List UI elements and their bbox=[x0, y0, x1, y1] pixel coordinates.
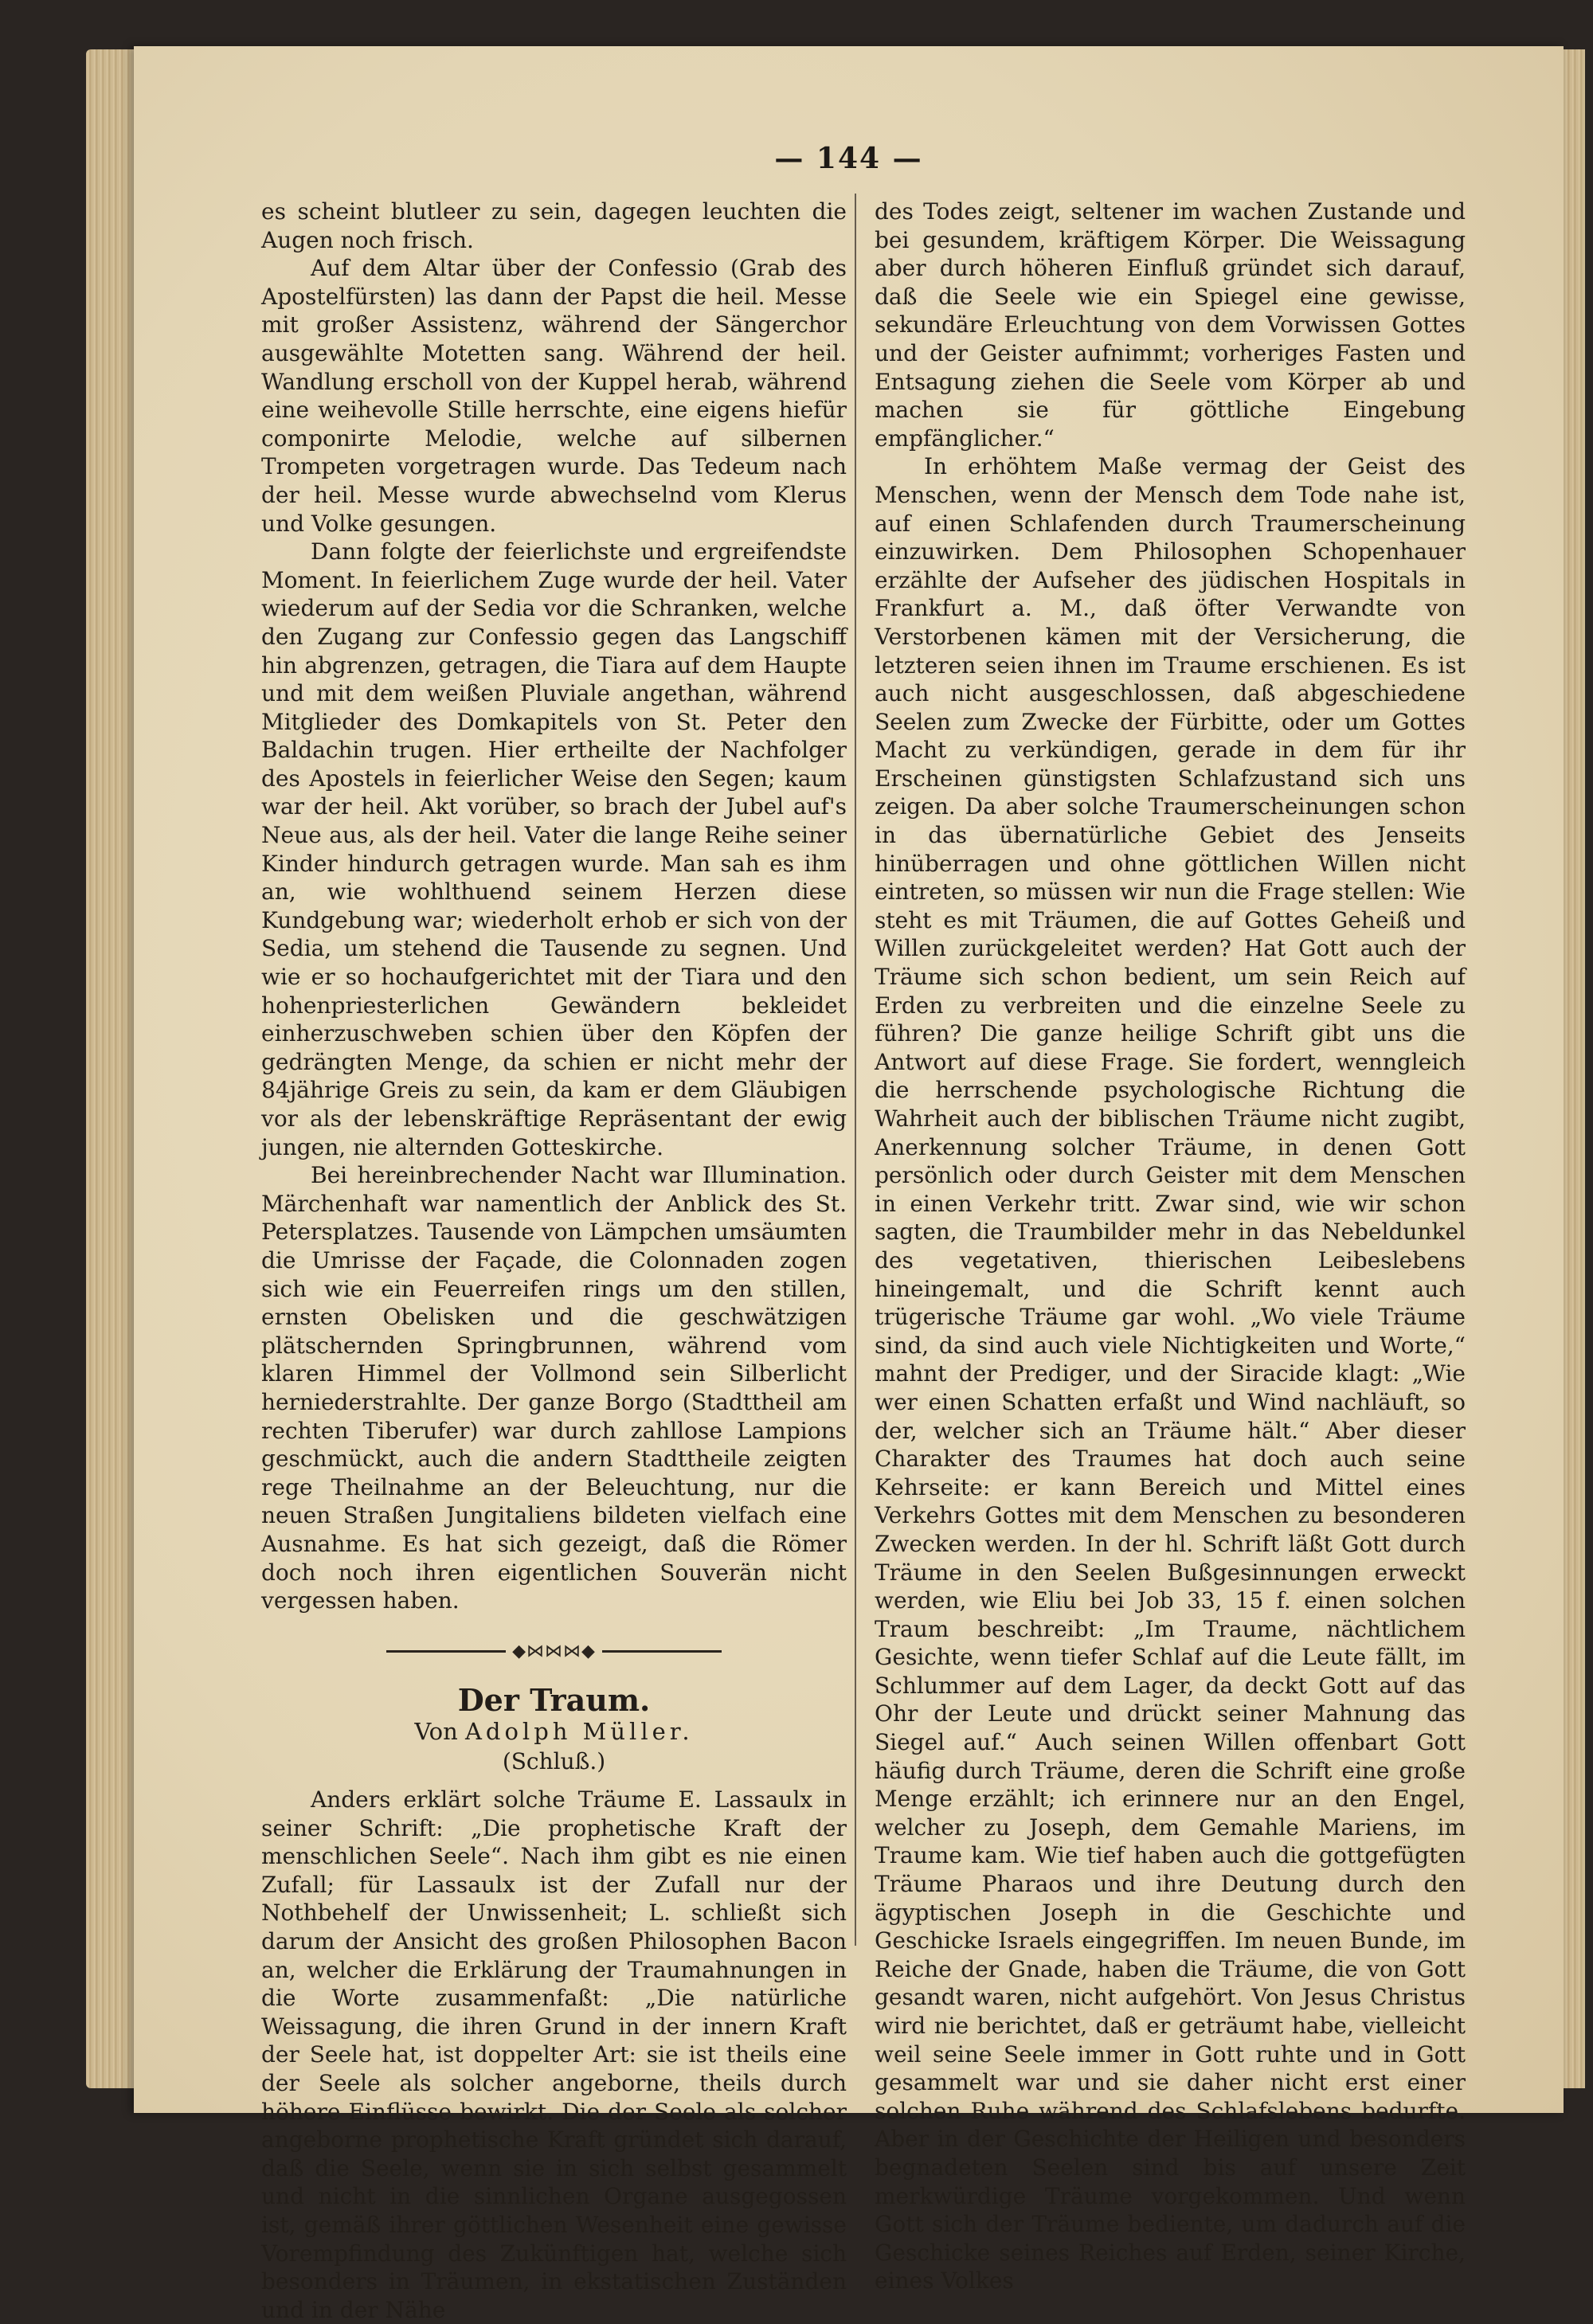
paragraph: es scheint blutleer zu sein, dagegen leuchten die Augen noch frisch. bbox=[261, 198, 847, 253]
section-divider-ornament bbox=[261, 1637, 847, 1666]
byline-prefix: Von bbox=[414, 1717, 458, 1745]
divider-line-left bbox=[386, 1650, 506, 1653]
paragraph: Anders erklärt solche Träume E. Lassaulx in seiner Schrift: „Die prophetische Kraft der menschlichen Seele“. Nach ihm gibt es nie einen Zufall; für Lassaulx ist der Zufall nur der Nothbehelf der Unwissenheit; L. schließt sich darum der Ansicht des großen Philosophen Bacon an, welcher die Erklärung der Traumahnungen in die Worte zusammenfaßt: „Die natürliche Weissagung, die ihren Grund in der innern Kraft der Seele hat, ist doppelter Art: sie ist theils eine der Seele als solcher angeborne, theils durch höhere Einflüsse bewirkt. Die der Seele als solcher angeborne prophetische Kraft gründet sich darauf, daß die Seele, wenn sie in sich selbst gesammelt und nicht in die sinnlichen Organe ausgegossen ist, gemäß ihrer göttlichen Wesenheit eine gewisse Vorempfindung des Zukünftigen hat, welche sich besonders in Träumen, in ekstatischen Zuständen und in der Nähe bbox=[261, 1786, 847, 2323]
right-column bbox=[875, 198, 1466, 2295]
paragraph: Bei hereinbrechender Nacht war Illumination. Märchenhaft war namentlich der Anblick des St. Petersplatzes. Tausende von Lämpchen umsäumten die Umrisse der Façade, die Colonnaden zogen sich wie ein Feuerreifen rings um den stillen, ernsten Obelisken und die geschwätzigen plätschernden Springbrunnen, während vom klaren Himmel der Vollmond sein Silberlicht herniederstrahlte. Der ganze Borgo (Stadttheil am rechten Tiberufer) war durch zahllose Lampions geschmückt, auch die andern Stadttheile zeigten rege Theilnahme an der Beleuchtung, nur die neuen Straßen Jungitaliens bildeten vielfach eine Ausnahme. Es hat sich gezeigt, daß die Römer doch noch ihren eigentlichen Souverän nicht vergessen haben. bbox=[261, 1162, 847, 1614]
paragraph: In erhöhtem Maße vermag der Geist des Menschen, wenn der Mensch dem Tode nahe ist, auf einen Schlafenden durch Traumerscheinung einzuwirken. Dem Philosophen Schopenhauer erzählte der Aufseher des jüdischen Hospitals in Frankfurt a. M., daß öfter Verwandte von Verstorbenen kämen mit der Versicherung, die letzteren seien ihnen im Traume erschienen. Es ist auch nicht ausgeschlossen, daß abgeschiedene Seelen zum Zwecke der Fürbitte, oder um Gottes Macht zu verkündigen, gerade in dem für ihr Erscheinen günstigsten Schlafzustand sich uns zeigen. Da aber solche Traumerscheinungen schon in das übernatürliche Gebiet des Jenseits hinüberragen und ohne göttlichen Willen nicht eintreten, so müssen wir nun die Frage stellen: Wie steht es mit Träumen, die auf Gottes Geheiß und Willen zurückgeleitet werden? Hat Gott auch der Träume sich schon bedient, um sein Reich auf Erden zu verbreiten und die einzelne Seele zu führen? Die ganze heilige Schrift gibt uns die Antwort auf diese Frage. Sie fordert, wenngleich die herrschende psychologische Richtung die Wahrheit auch der biblischen Träume nicht zugibt, Anerkennung solcher Träume, in denen Gott persönlich oder durch Geister mit dem Menschen in einen Verkehr tritt. Zwar sind, wie wir schon sagten, die Traumbilder mehr in das Nebeldunkel des vegetativen, thierischen Leibeslebens hineingemalt, und die Schrift kennt auch trügerische Träume gar wohl. „Wo viele Träume sind, da sind auch viele Nichtigkeiten und Worte,“ mahnt der Prediger, und der Siracide klagt: „Wie wer einen Schatten erfaßt und Wind nachläuft, so der, welcher sich an Träume hält.“ Aber dieser Charakter des Traumes hat doch auch seine Kehrseite: er kann Bereich und Mittel eines Verkehrs Gottes mit dem Menschen zu besonderen Zwecken werden. In der hl. Schrift läßt Gott durch Träume in den Seelen Bußgesinnungen erweckt werden, wie Eliu bei Job 33, 15 f. einen solchen Traum beschreibt: „Im Traume, nächtlichem Gesichte, wenn tiefer Schlaf auf die Leute fällt, im Schlummer auf dem Lager, da deckt Gott auf das Ohr der Leute und drückt seiner Mahnung das Siegel auf.“ Auch seinen Willen offenbart Gott häufig durch Träume, deren die Schrift eine große Menge erzählt; ich erinnere nur an den Engel, welcher zu Joseph, dem Gemahle Mariens, im Traume kam. Wie tief haben auch die gottgefügten Träume Pharaos und ihre Deutung durch den ägyptischen Joseph in die Geschichte und Geschicke Israels eingegriffen. Im neuen Bunde, im Reiche der Gnade, haben die Träume, die von Gott gesandt waren, nicht aufgehört. Von Jesus Christus wird nie berichtet, daß er geträumt habe, vielleicht weil seine Seele immer in Gott ruhte und in Gott gesammelt war und sie daher nicht erst einer solchen Ruhe während des Schlafslebens bedurfte. Aber in der Geschichte der Heiligen und besonders begnadeten Seelen sind bis auf unsere Zeit merkwürdige Träume vorgekommen. Und wenn Gott sich der Träume bediente, um dadurch auf die Geschicke seines Reiches auf Erden, seiner Kirche, eines Volkes bbox=[875, 453, 1466, 2295]
column-divider bbox=[855, 194, 856, 1946]
paragraph: Dann folgte der feierlichste und ergreifendste Moment. In feierlichem Zuge wurde der heil. Vater wiederum auf der Sedia vor die Schranken, welche den Zugang zur Confessio gegen das Langschiff hin abgrenzen, getragen, die Tiara auf dem Haupte und mit dem weißen Pluviale angethan, während Mitglieder des Domkapitels von St. Peter den Baldachin trugen. Hier ertheilte der Nachfolger des Apostels in feierlicher Weise den Segen; kaum war der heil. Akt vorüber, so brach der Jubel auf's Neue aus, als der heil. Vater die lange Reihe seiner Kinder hindurch getragen wurde. Man sah es ihm an, wie wohlthuend seinem Herzen diese Kundgebung war; wiederholt erhob er sich von der Sedia, um stehend die Tausende zu segnen. Und wie er so hochaufgerichtet mit der Tiara und den hohenpriesterlichen Gewändern bekleidet einherzuschweben schien über den Köpfen der gedrängten Menge, da schien er nicht mehr der 84jährige Greis zu sein, da kam er dem Gläubigen vor als der lebenskräftige Repräsentant der ewig jungen, nie alternden Gotteskirche. bbox=[261, 538, 847, 1160]
book-page bbox=[134, 46, 1564, 2323]
paragraph: des Todes zeigt, seltener im wachen Zustande und bei gesundem, kräftigem Körper. Die Weissagung aber durch höheren Einfluß gründet sich darauf, daß die Seele wie ein Spiegel eine gewisse, sekundäre Erleuchtung von dem Vorwissen Gottes und der Geister aufnimmt; vorheriges Fasten und Entsagung ziehen die Seele vom Körper ab und machen sie für göttliche Eingebung empfänglicher.“ bbox=[875, 198, 1466, 452]
article-title: Der Traum. bbox=[457, 1682, 651, 1719]
divider-line-right bbox=[602, 1650, 722, 1653]
divider-glyphs: ◆⋈⋈⋈◆ bbox=[512, 1641, 596, 1661]
author-name: Adolph Müller. bbox=[464, 1717, 694, 1745]
article-byline bbox=[261, 1718, 847, 1747]
paragraph: Auf dem Altar über der Confessio (Grab des Apostelfürsten) las dann der Papst die heil. Messe mit großer Assistenz, während der Sängerchor ausgewählte Motetten sang. Während der heil. Wandlung erscholl von der Kuppel herab, während eine weihevolle Stille herrschte, eine eigens hiefür componirte Melodie, welche auf silbernen Trompeten vorgetragen wurde. Das Tedeum nach der heil. Messe wurde abwechselnd vom Klerus und Volke gesungen. bbox=[261, 255, 847, 537]
page-number: — 144 — bbox=[774, 142, 923, 175]
left-column bbox=[261, 198, 847, 2324]
article-continuation-note: (Schluß.) bbox=[502, 1748, 606, 1775]
